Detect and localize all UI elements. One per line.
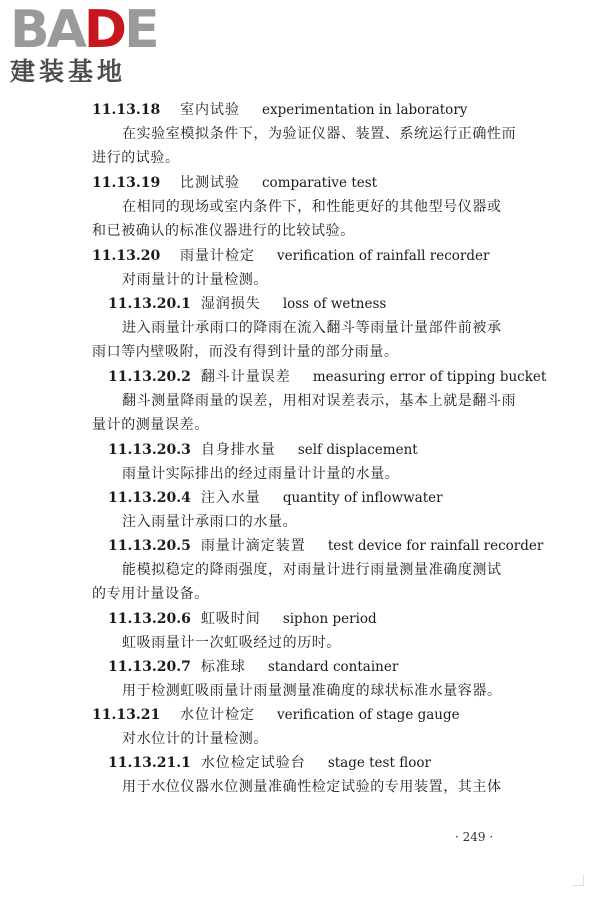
scan-corner-mark [573,875,584,886]
term-heading [108,657,398,677]
definition-line: 翻斗测量降雨量的误差，用相对误差表示，基本上就是翻斗雨 [122,393,517,409]
term-heading [108,488,443,508]
definition-line: 对水位计的计量检测。 [122,731,268,747]
definition-line: 用于水位仪器水位测量准确性检定试验的专用装置，其主体 [122,779,502,795]
definition-line: 量计的测量误差。 [92,417,209,433]
definition-line: 能模拟稳定的降雨强度，对雨量计进行雨量测量准确度测试 [122,562,502,578]
term-english: standard container [267,659,399,675]
definition-line: 雨口等内壁吸附，而没有得到计量的部分雨量。 [92,344,399,360]
logo-wordmark-prefix: BA [10,0,84,60]
term-number: 11.13.18 [92,102,161,118]
logo-tagline: 建装基地 [10,57,127,86]
definition-line: 在实验室模拟条件下，为验证仪器、装置、系统运行正确性而 [122,126,517,142]
term-heading [92,100,467,120]
logo-wordmark-accent: D [83,0,125,60]
term-english: siphon period [282,611,377,627]
term-english: test device for rainfall recorder [327,538,544,554]
term-number: 11.13.20.5 [108,538,191,554]
definition-line: 和已被确认的标准仪器进行的比较试验。 [92,223,355,239]
term-heading [108,536,543,556]
definition-line: 雨量计实际排出的经过雨量计计量的水量。 [122,466,400,482]
term-chinese: 翻斗计量误差 [200,369,291,385]
term-heading [92,246,489,266]
term-heading [108,609,377,629]
term-english: self displacement [297,442,418,458]
term-english: verification of stage gauge [277,707,460,723]
term-number: 11.13.20.1 [108,296,191,312]
term-number: 11.13.19 [92,175,161,191]
term-heading [108,440,418,460]
definition-line: 的专用计量设备。 [92,586,209,602]
term-heading [108,753,431,773]
term-english: verification of rainfall recorder [277,248,490,264]
term-number: 11.13.20.3 [108,442,191,458]
definition-line: 用于检测虹吸雨量计雨量测量准确度的球状标准水量容器。 [122,683,502,699]
term-heading [92,705,460,725]
term-english: quantity of inflowwater [282,490,443,506]
term-chinese: 自身排水量 [200,442,276,458]
definition-line: 注入雨量计承雨口的水量。 [122,514,298,530]
term-number: 11.13.20 [92,248,161,264]
term-chinese: 注入水量 [200,490,261,506]
term-chinese: 虹吸时间 [200,611,261,627]
definition-line: 对雨量计的计量检测。 [122,272,268,288]
term-number: 11.13.20.4 [108,490,191,506]
term-chinese: 雨量计滴定装置 [200,538,306,554]
term-number: 11.13.20.6 [108,611,191,627]
term-number: 11.13.20.7 [108,659,191,675]
term-chinese: 雨量计检定 [180,248,255,264]
logo-wordmark-suffix: E [124,0,157,60]
term-english: stage test floor [327,755,431,771]
term-english: experimentation in laboratory [262,102,468,118]
definition-line: 在相同的现场或室内条件下，和性能更好的其他型号仪器或 [122,199,502,215]
term-chinese: 标准球 [200,659,246,675]
term-english: loss of wetness [282,296,387,312]
term-heading [108,294,386,314]
term-heading [92,173,377,193]
term-chinese: 湿润损失 [200,296,261,312]
page-number: · 249 · [455,830,494,844]
term-chinese: 水位检定试验台 [200,755,306,771]
term-english: comparative test [262,175,378,191]
definition-line: 虹吸雨量计一次虹吸经过的历时。 [122,635,341,651]
term-chinese: 室内试验 [180,102,240,118]
term-number: 11.13.21 [92,707,161,723]
term-chinese: 水位计检定 [180,707,255,723]
definition-line: 进行的试验。 [92,150,180,166]
term-chinese: 比测试验 [180,175,240,191]
term-number: 11.13.20.2 [108,369,191,385]
definition-line: 进入雨量计承雨口的降雨在流入翻斗等雨量计量部件前被承 [122,320,502,336]
logo-wordmark [10,0,157,60]
brand-logo [10,0,157,86]
term-english: measuring error of tipping bucket [312,369,547,385]
term-heading [108,367,546,387]
term-number: 11.13.21.1 [108,755,191,771]
